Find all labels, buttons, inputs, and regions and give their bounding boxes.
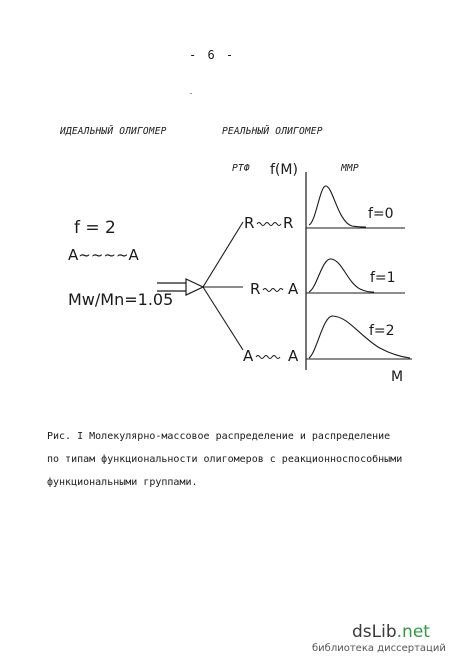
rtf-label: РТФ	[232, 163, 250, 174]
species-r-a-right: A	[288, 280, 299, 298]
ideal-functionality: f = 2	[74, 218, 116, 238]
species-a-a-left: A	[243, 347, 254, 365]
arrow-icon	[157, 279, 203, 295]
polydispersity-ratio: Mw/Mn=1.05	[68, 290, 174, 309]
f-label-2: f=2	[369, 323, 395, 339]
logo-right: .net	[396, 622, 430, 642]
distribution-curve-f2	[309, 316, 410, 358]
branch-lines	[203, 222, 243, 350]
logo-left: dsLib	[352, 622, 397, 642]
heading-real-oligomer: РЕАЛЬНЫЙ ОЛИГОМЕР	[222, 126, 323, 137]
fm-axis-label: f(M)	[270, 162, 298, 178]
page-number: - 6 -	[189, 48, 236, 62]
species-r-r-right: R	[283, 214, 294, 232]
distribution-curve-f1	[309, 259, 374, 292]
wavy-chain-r-a	[263, 289, 283, 292]
f-label-1: f=1	[370, 270, 396, 286]
distribution-curve-f0	[309, 186, 366, 227]
wavy-chain-a-a	[256, 356, 280, 359]
species-r-a-left: R	[250, 280, 261, 298]
heading-ideal-oligomer: ИДЕАЛЬНЫЙ ОЛИГОМЕР	[60, 126, 167, 137]
mmr-label: ММР	[341, 163, 359, 174]
species-r-r-left: R	[244, 214, 255, 232]
ideal-species-text: A~~~~A	[68, 246, 139, 264]
species-a-a-right: A	[288, 347, 299, 365]
figure-caption: Рис. I Молекулярно-массовое распределение и распределение по типам функциональности олигомеров с реакционноспособными функциональными группами.	[47, 431, 403, 488]
wavy-chain-r-r	[257, 223, 281, 226]
dslib-subtitle: библиотека диссертаций	[312, 643, 446, 654]
f-label-0: f=0	[368, 206, 394, 222]
dslib-logo	[352, 622, 430, 642]
m-axis-label: M	[391, 369, 404, 385]
